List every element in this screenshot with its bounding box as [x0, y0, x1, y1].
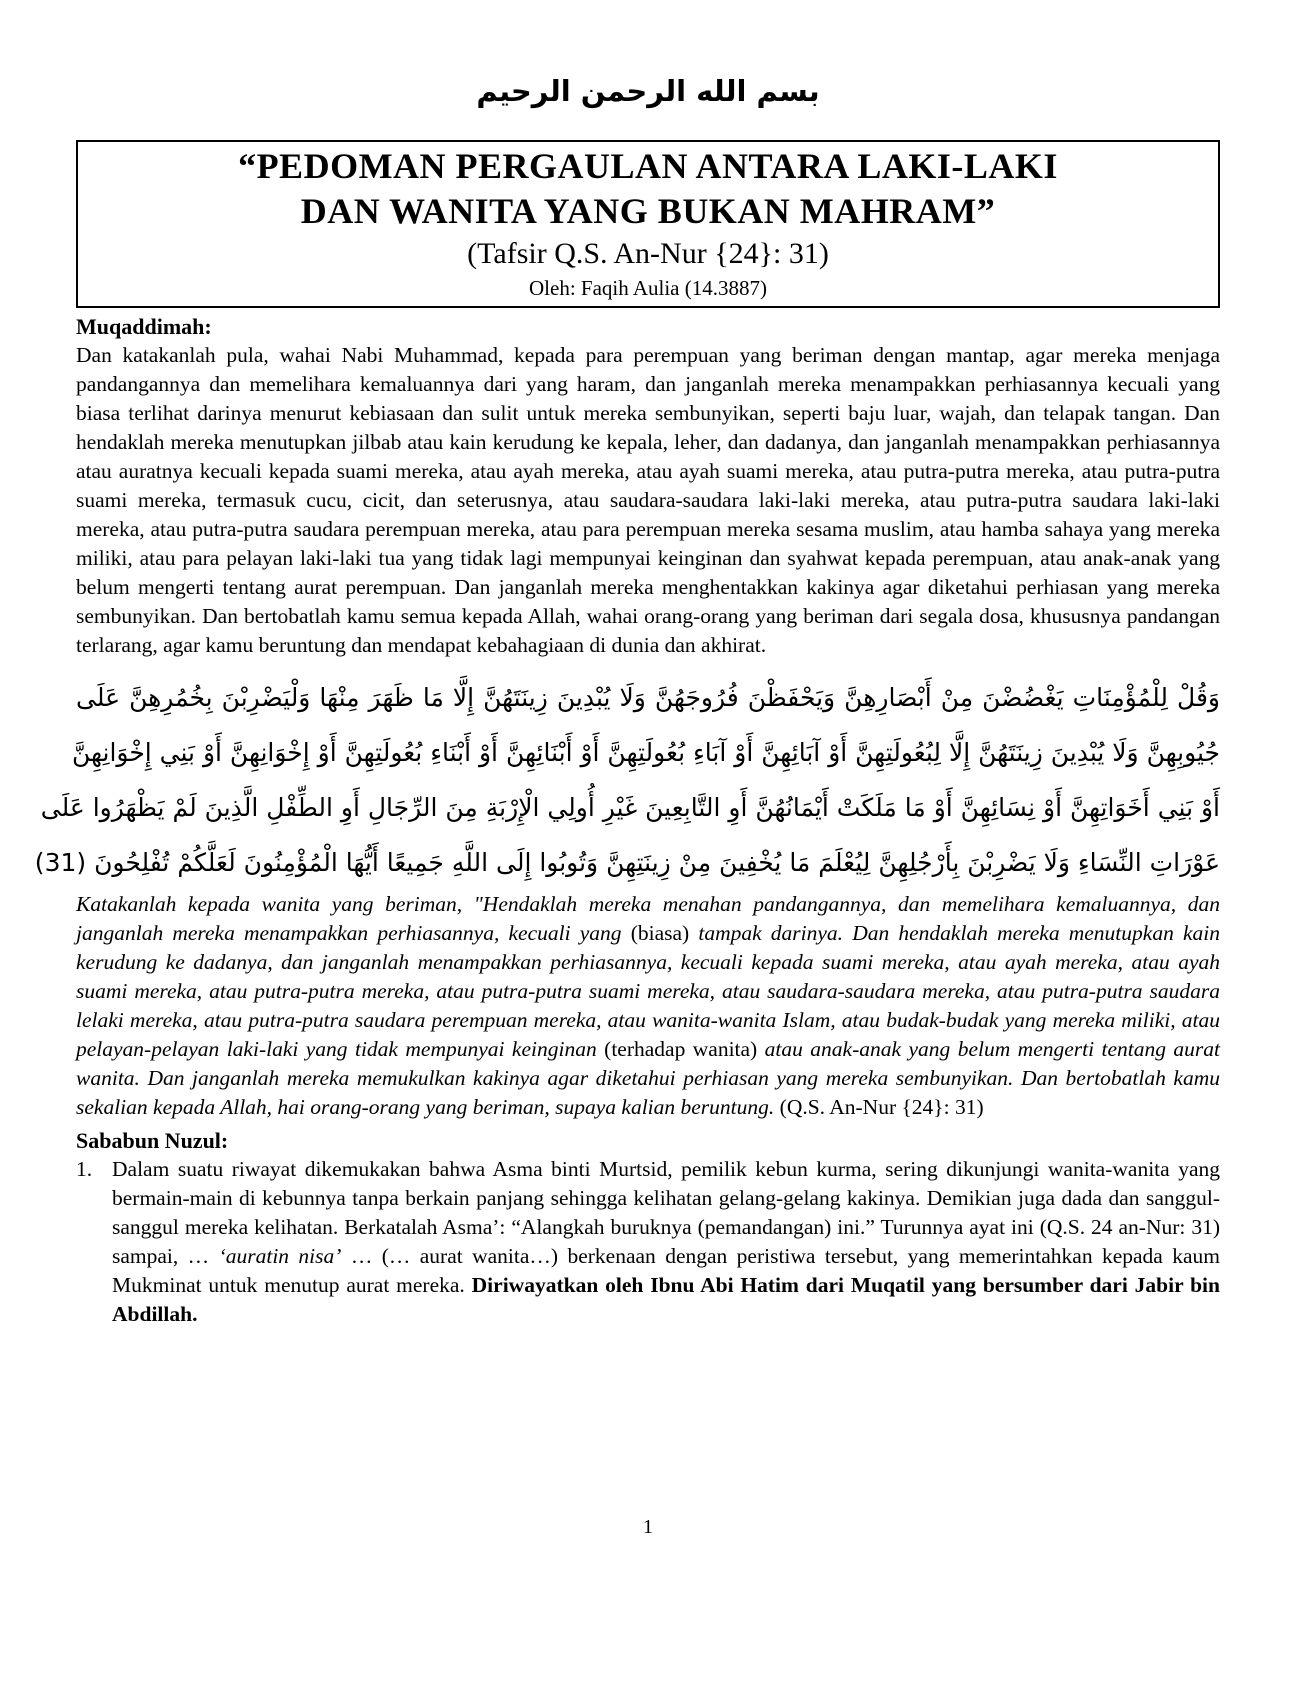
page-number: 1 [643, 1516, 653, 1538]
sababun-list-item [76, 1155, 1220, 1329]
list-item-number: 1. [76, 1157, 93, 1181]
list-item-segment: Diriwayatkan oleh Ibnu Abi Hatim dari Muqatil yang bersumber dari Jabir bin Abdillah. [112, 1273, 1220, 1326]
list-item-segment: … (… aurat wanita…) berkenaan dengan peristiwa tersebut, yang memerintahkan kepada kaum Mukminat untuk menutup aurat mereka. [112, 1244, 1221, 1297]
muqaddimah-paragraph: Dan katakanlah pula, wahai Nabi Muhammad, kepada para perempuan yang beriman dengan mantap, agar mereka menjaga pandangannya dan memelihara kemaluannya dari yang haram, dan janganlah mereka menampakkan perhiasannya kecuali yang biasa terlihat darinya menurut kebiasaan dan sulit untuk mereka sembunyikan, seperti baju luar, wajah, dan telapak tangan. Dan hendaklah mereka menutupkan jilbab atau kain kerudung ke kepala, leher, dan dadanya, dan janganlah menampakkan perhiasannya atau auratnya kecuali kepada suami mereka, atau ayah mereka, atau ayah suami mereka, atau putra-putra mereka, atau putra-putra suami mereka, termasuk cucu, cicit, dan seterusnya, atau saudara-saudara laki-laki mereka, atau putra-putra saudara laki-laki mereka, atau putra-putra saudara perempuan mereka, atau para perempuan mereka sesama muslim, atau hamba sahaya yang mereka miliki, atau para pelayan laki-laki tua yang tidak lagi mempunyai keinginan dan syahwat kepada perempuan, atau anak-anak yang belum mengerti tentang aurat perempuan. Dan janganlah mereka menghentakkan kakinya agar diketahui perhiasan yang mereka sembunyikan. Dan bertobatlah kamu semua kepada Allah, wahai orang-orang yang beriman dari segala dosa, khususnya pandangan terlarang, agar kamu beruntung dan mendapat kebahagiaan di dunia dan akhirat. [76, 343, 1220, 657]
verse-line-2: جُيُوبِهِنَّ وَلَا يُبْدِينَ زِينَتَهُنَّ إِلَّا لِبُعُولَتِهِنَّ أَوْ آبَائِهِنَّ أَوْ آبَاءِ بُعُولَتِهِنَّ أَوْ أَبْنَائِهِنَّ أَوْ أَبْنَاءِ بُعُولَتِهِنَّ أَوْ إِخْوَانِهِنَّ أَوْ بَنِي إِخْوَانِهِنَّ [71, 738, 1220, 767]
author-line: Oleh: Faqih Aulia (14.3887) [529, 276, 767, 300]
bismillah-text: بسم الله الرحمن الرحيم [476, 74, 820, 108]
list-item-text [112, 1155, 1220, 1329]
translation-segment: (terhadap wanita) [604, 1037, 758, 1061]
verse-line-3: أَوْ بَنِي أَخَوَاتِهِنَّ أَوْ نِسَائِهِنَّ أَوْ مَا مَلَكَتْ أَيْمَانُهُنَّ أَوِ التَّابِعِينَ غَيْرِ أُولِي الْإِرْبَةِ مِنَ الرِّجَالِ أَوِ الطِّفْلِ الَّذِينَ لَمْ يَظْهَرُوا عَلَى [40, 793, 1220, 822]
translation-segment: Katakanlah kepada wanita yang beriman, "Hendaklah mereka menahan pandangannya, dan memelihara kemaluannya, dan janganlah mereka menampakkan perhiasannya, kecuali yang [76, 892, 1220, 945]
title-subtitle: (Tafsir Q.S. An-Nur {24}: 31) [467, 237, 829, 270]
quran-verse [34, 670, 1220, 890]
translation-segment: tampak darinya. Dan hendaklah mereka menutupkan kain kerudung ke dadanya, dan janganlah menampakkan perhiasannya, kecuali kepada suami mereka, atau ayah mereka, atau ayah suami mereka, atau putra-putra mereka, atau putra-putra suami mereka, atau saudara-saudara mereka, atau putra-putra saudara lelaki mereka, atau putra-putra saudara perempuan mereka, atau wanita-wanita Islam, atau budak-budak yang mereka miliki, atau pelayan-pelayan laki-laki yang tidak mempunyai keinginan [76, 921, 1220, 1061]
translation-paragraph [76, 890, 1220, 1122]
document-title-line2: DAN WANITA YANG BUKAN MAHRAM” [300, 191, 996, 231]
translation-segment: atau anak-anak yang belum mengerti tentang aurat wanita. Dan janganlah mereka memukulkan kakinya agar diketahui perhiasan yang mereka sembunyikan. Dan bertobatlah kamu sekalian kepada Allah, hai orang-orang yang beriman, supaya kalian beruntung. [76, 1037, 1221, 1119]
document-title-line1: “PEDOMAN PERGAULAN ANTARA LAKI-LAKI [238, 146, 1058, 186]
verse-line-4: عَوْرَاتِ النِّسَاءِ وَلَا يَضْرِبْنَ بِأَرْجُلِهِنَّ لِيُعْلَمَ مَا يُخْفِينَ مِنْ زِينَتِهِنَّ وَتُوبُوا إِلَى اللَّهِ جَمِيعًا أَيُّهَا الْمُؤْمِنُونَ لَعَلَّكُمْ تُفْلِحُونَ (31) [34, 848, 1220, 877]
sababun-nuzul-heading: Sababun Nuzul: [76, 1128, 229, 1153]
list-item-segment: ‘auratin nisa’ [218, 1244, 342, 1268]
muqaddimah-heading: Muqaddimah: [76, 314, 212, 339]
translation-segment: (biasa) [630, 921, 690, 945]
page-content [34, 0, 1221, 1329]
translation-segment: (Q.S. An-Nur {24}: 31) [779, 1095, 984, 1119]
list-item-segment: Dalam suatu riwayat dikemukakan bahwa Asma binti Murtsid, pemilik kebun kurma, sering dikunjungi wanita-wanita yang bermain-main di kebunnya tanpa berkain panjang sehingga kelihatan gelang-gelang kakinya. Demikian juga dada dan sanggul-sanggul mereka kelihatan. Berkatalah Asma’: “Alangkah buruknya (pemandangan) ini.” Turunnya ayat ini (Q.S. 24 an-Nur: 31) sampai, … [112, 1157, 1220, 1268]
verse-line-1: وَقُلْ لِلْمُؤْمِنَاتِ يَغْضُضْنَ مِنْ أَبْصَارِهِنَّ وَيَحْفَظْنَ فُرُوجَهُنَّ وَلَا يُبْدِينَ زِينَتَهُنَّ إِلَّا مَا ظَهَرَ مِنْهَا وَلْيَضْرِبْنَ بِخُمُرِهِنَّ عَلَى [76, 683, 1220, 712]
title-box [76, 140, 1220, 308]
